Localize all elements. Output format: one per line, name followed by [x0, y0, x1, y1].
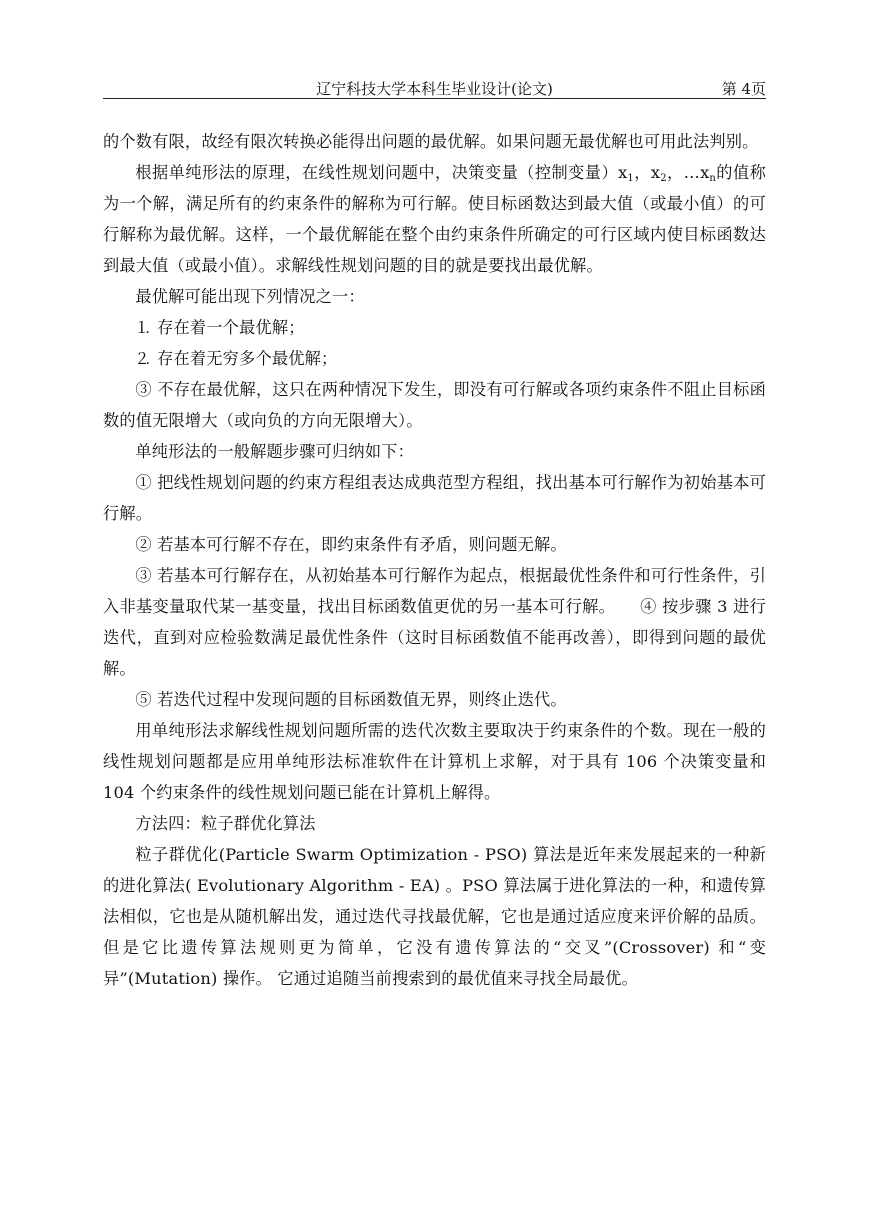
- list-item: ① 把线性规划问题的约束方程组表达成典范型方程组，找出基本可行解作为初始基本可行解。: [103, 473, 766, 523]
- list-item: ③ 若基本可行解存在，从初始基本可行解作为起点，根据最优性条件和可行性条件，引入非基变量取代某一基变量，找出目标函数值更优的另一基本可行解。 ④ 按步骤 3 进行迭代，直到对应检验数满足最优性条件（这时目标函数值不能再改善），即得到问题的最优解。: [103, 566, 766, 678]
- text-run: 根据单纯形法的原理，在线性规划问题中，决策变量（控制变量）x: [135, 163, 628, 182]
- subscript: n: [709, 173, 717, 184]
- section-heading: 方法四：粒子群优化算法: [135, 814, 316, 833]
- paragraph: 最优解可能出现下列情况之一：: [135, 287, 365, 306]
- paragraph: 单纯形法的一般解题步骤可归纳如下：: [135, 442, 414, 461]
- paragraph: 粒子群优化(Particle Swarm Optimization - PSO) 算法是近年来发展起来的一种新的进化算法( Evolutionary Algorithm - EA) 。PSO 算法属于进化算法的一种，和遗传算法相似，它也是从随机解出发，通过迭代寻找最优解，它也是通过适应度来评价解的品质。但是它比遗传算法规则更为简单，它没有遗传算法的“交叉”(Crossover) 和“变异”(Mutation) 操作。 它通过追随当前搜索到的最优值来寻找全局最优。: [103, 845, 766, 988]
- page-header: [103, 76, 766, 99]
- paragraph: 用单纯形法求解线性规划问题所需的迭代次数主要取决于约束条件的个数。现在一般的线性规划问题都是应用单纯形法标准软件在计算机上求解，对于具有 106 个决策变量和 104 个约束条件的线性规划问题已能在计算机上解得。: [103, 721, 766, 802]
- subscript: 2: [660, 173, 667, 184]
- text-run: 的值称为一个解，满足所有的约束条件的解称为可行解。使目标函数达到最大值（或最小值）的可行解称为最优解。这样，一个最优解能在整个由约束条件所确定的可行区域内使目标函数达到最大值（或最小值）。求解线性规划问题的目的就是要找出最优解。: [103, 163, 766, 275]
- page-number: 第 4页: [721, 80, 766, 98]
- list-item: ⒈ 存在着一个最优解；: [135, 318, 305, 337]
- paragraph: 的个数有限，故经有限次转换必能得出问题的最优解。如果问题无最优解也可用此法判别。: [103, 132, 759, 151]
- body-text: [103, 126, 766, 994]
- list-item: ⑤ 若迭代过程中发现问题的目标函数值无界，则终止迭代。: [135, 690, 567, 709]
- subscript: 1: [627, 173, 634, 184]
- text-run: ，x: [633, 163, 661, 182]
- paragraph: [103, 157, 766, 281]
- list-item: ② 若基本可行解不存在，即约束条件有矛盾，则问题无解。: [135, 535, 567, 554]
- header-title: 辽宁科技大学本科生毕业设计(论文): [316, 80, 553, 98]
- list-item: ③ 不存在最优解，这只在两种情况下发生，即没有可行解或各项约束条件不阻止目标函数的值无限增大（或向负的方向无限增大）。: [103, 380, 766, 430]
- list-item: ⒉ 存在着无穷多个最优解；: [135, 349, 338, 368]
- text-run: ，…x: [666, 163, 710, 182]
